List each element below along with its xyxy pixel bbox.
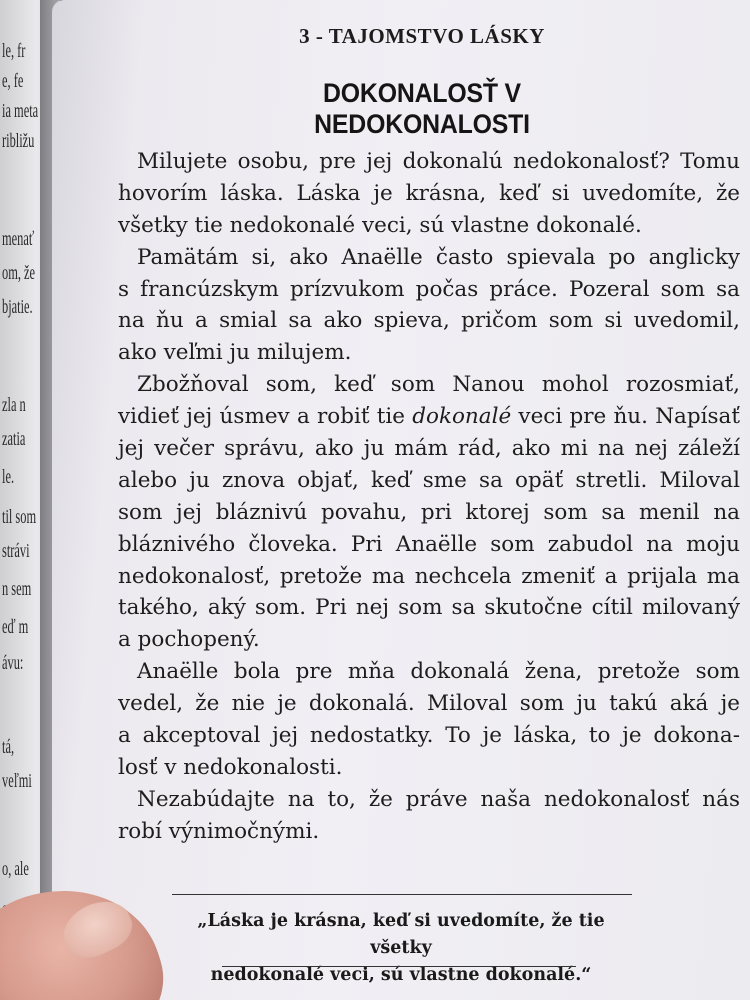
body-line: Zbožňoval som, keď som Nanou mohol rozosmiať, [137,372,740,398]
left-page-text-fragment: bjatie. [2,296,33,318]
pull-quote-line-1: „Láska je krásna, keď si uvedomíte, že tie všetky [197,911,605,958]
body-line [118,401,740,433]
left-page-text-fragment: eď m [2,616,29,638]
book-page [52,0,750,1000]
left-page-text-fragment: le, fr [2,40,26,62]
body-text [118,146,740,848]
body-line: hovorím láska. Láska je krásna, keď si uvedomíte, že [118,180,740,206]
emphasis: dokonalé [412,404,512,430]
body-line: takého, aký som. Pri nej som sa skutočne cítil milovaný [118,595,740,621]
body-line: nedokonalosť, pretože ma nechcela zmeniť a prijala ma [118,563,740,589]
body-line: na ňu a smial sa ako spieva, pričom som si uvedomil, [118,308,740,334]
body-line: s francúzskym prízvukom počas práce. Pozeral som sa [118,276,740,302]
left-page-text-fragment: veľmi [2,770,32,792]
body-line: bláznivého človeka. Pri Anaëlle som zabudol na moju [118,531,740,557]
body-line: Nezabúdajte na to, že práve naša nedokonalosť nás [137,786,740,812]
left-page-text-fragment: ribližu [2,130,35,152]
body-line-segment: veci pre ňu. Napísať [511,404,740,430]
body-line: ako veľmi ju milujem. [118,340,352,366]
body-line: Anaëlle bola pre mňa dokonalá žena, pretože som [137,659,740,685]
left-page-text-fragment: ávu: [2,652,24,674]
left-page-text-fragment: ia meta [2,100,39,122]
left-page-text-fragment: strávi [2,540,30,562]
body-line: a pochopený. [118,627,260,653]
left-page-text-fragment: e, fe [2,70,24,92]
left-page-text-fragment: n sem [2,578,32,600]
left-page-text-fragment: le. [2,466,15,488]
quote-bottom-rule [222,966,576,967]
body-line: robí výnimočnými. [118,818,320,844]
running-head: 3 - TAJOMSTVO LÁSKY [299,24,545,48]
chapter-section-title: DOKONALOSŤ V NEDOKONALOSTI [314,78,530,139]
body-line: som jej bláznivú povahu, pri ktorej som sa menil na [118,499,740,525]
body-line: Pamätám si, ako Anaëlle často spievala po anglicky [137,244,740,270]
left-page-text-fragment: menať [2,228,35,250]
pull-quote [166,908,636,989]
body-line: vedel, že nie je dokonalá. Miloval som ju takú aká je [118,691,740,717]
body-line: losť v nedokonalosti. [118,754,343,780]
body-line: všetky tie nedokonalé veci, sú vlastne dokonalé. [118,212,642,238]
left-page-text-fragment: zatia [2,428,26,450]
body-line-segment: vidieť jej úsmev a robiť tie [118,404,413,430]
body-line: jej večer správu, ako ju mám rád, ako mi na nej záleží [118,436,740,462]
body-line: Milujete osobu, pre jej dokonalú nedokonalosť? Tomu [137,149,740,174]
left-page-text-fragment: tá, [2,736,15,758]
quote-top-rule [172,894,632,895]
body-line: a akceptoval jej nedostatky. To je láska, to je dokona- [118,723,740,749]
left-page-text-fragment: zla n [2,394,26,416]
left-page-text-fragment: o, ale [2,858,29,880]
left-page-text-fragment: om, že [2,262,36,284]
left-page-text-fragment: til som [2,506,37,528]
body-line: alebo ju znova objať, keď sme sa opäť stretli. Miloval [118,467,740,493]
pull-quote-line-2: nedokonalé veci, sú vlastne dokonalé.“ [210,965,592,985]
